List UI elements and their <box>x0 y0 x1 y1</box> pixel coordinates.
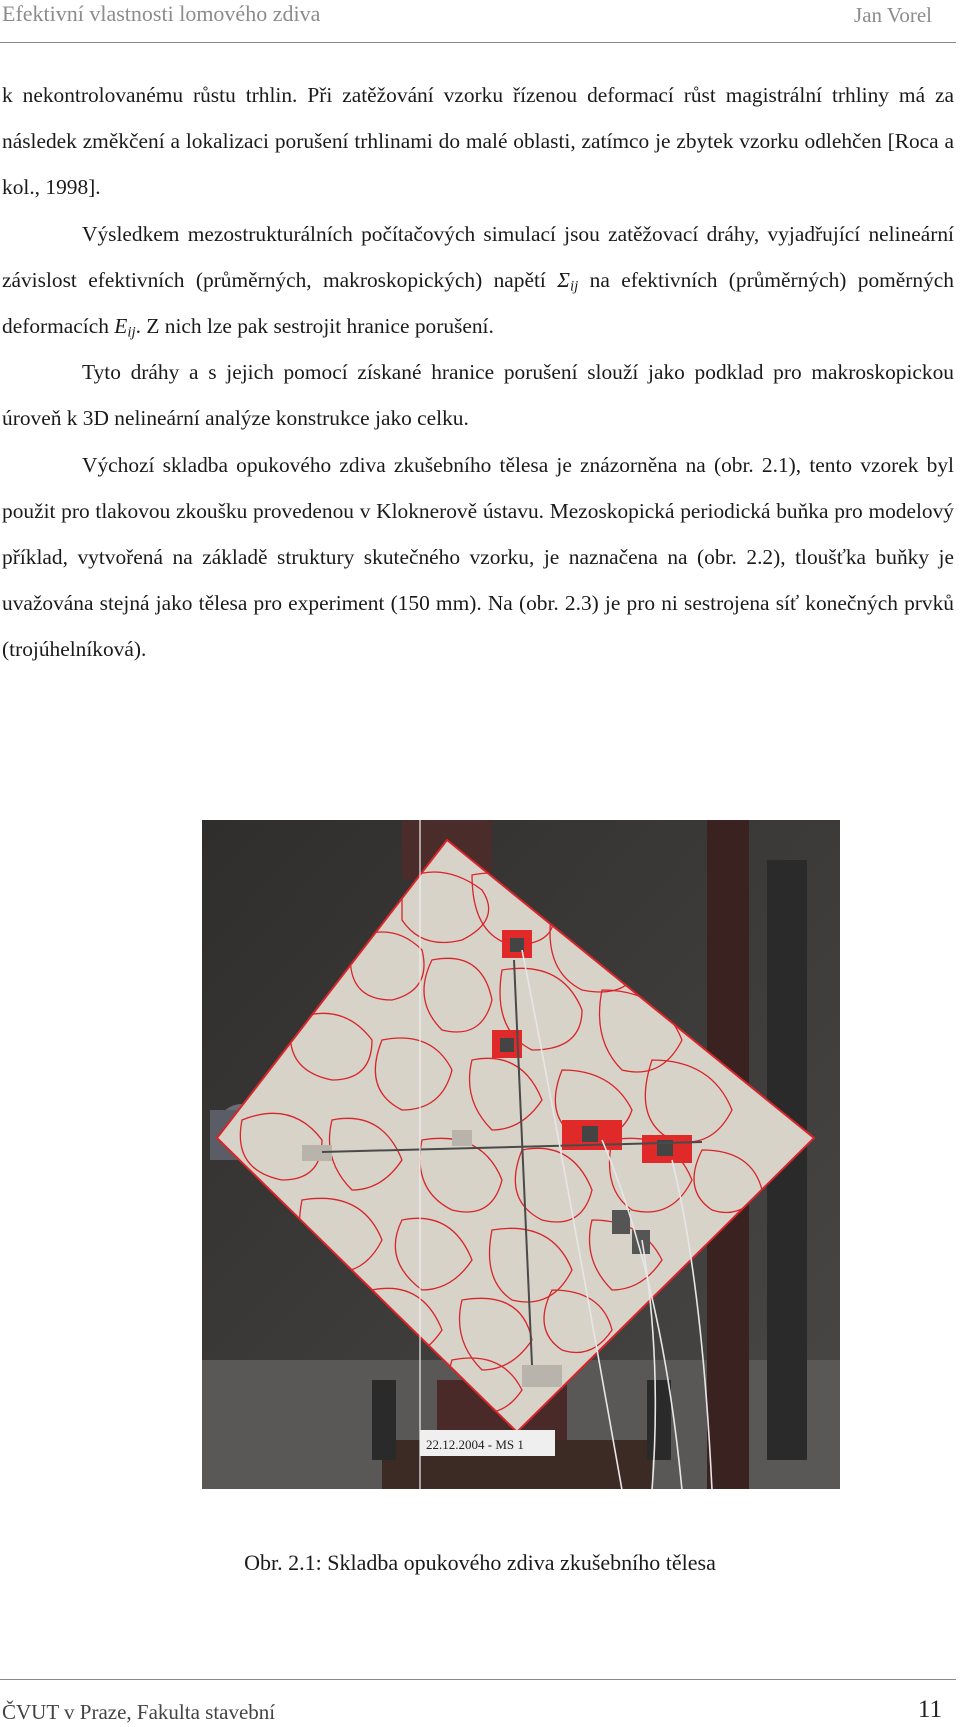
subscript-ij: ij <box>127 324 136 341</box>
gauge-sensor <box>510 938 524 952</box>
gauge-anchor <box>522 1365 562 1387</box>
paragraph-4: Výchozí skladba opukového zdiva zkušebního tělesa je znázorněna na (obr. 2.1), tento vzorek byl použit pro tlakovou zkoušku provedenou v Kloknerově ústavu. Mezoskopická periodická buňka pro modelový příklad, vytvořená na základě struktury skutečného vzorku, je naznačena na (obr. 2.2), tloušťka buňky je uvažována stejná jako tělesa pro experiment (150 mm). Na (obr. 2.3) je pro ni sestrojena síť konečných prvků (trojúhelníková). <box>2 452 954 662</box>
page-number: 11 <box>917 1696 942 1723</box>
body-text <box>2 72 954 673</box>
symbol-e: E <box>114 314 128 339</box>
running-author: Jan Vorel <box>854 3 932 27</box>
subscript-ij: ij <box>569 278 579 295</box>
date-label: 22.12.2004 - MS 1 <box>426 1437 524 1452</box>
figure-caption: Obr. 2.1: Skladba opukového zdiva zkušebního tělesa <box>244 1550 716 1575</box>
gauge-anchor <box>302 1145 332 1161</box>
figure-photo <box>202 820 840 1489</box>
page-footer <box>0 1679 956 1727</box>
paragraph-1: k nekontrolovanému růstu trhlin. Při zatěžování vzorku řízenou deformací růst magistrální trhliny má za následek změkčení a lokalizaci porušení trhlinami do malé oblasti, zatímco je zbytek vzorku odlehčen [Roca a kol., 1998]. <box>2 83 954 200</box>
paragraph-2-text-a: Výsledkem mezostrukturálních počítačových simulací jsou zatěžovací dráhy, vyjadřující nelineární závislost efektivních (průměrných, makroskopických) napětí <box>2 221 954 292</box>
running-title: Efektivní vlastnosti lomového zdiva <box>2 1 321 26</box>
paragraph-3: Tyto dráhy a s jejich pomocí získané hranice porušení slouží jako podklad pro makroskopickou úroveň k 3D nelineární analýze konstrukce jako celku. <box>2 360 954 431</box>
footer-institution: ČVUT v Praze, Fakulta stavební <box>2 1700 276 1724</box>
paragraph-2 <box>2 211 954 350</box>
paragraph-2-text-b: na efektivních (průměrných) poměrných deformacích <box>2 267 954 339</box>
paragraph-2-text-c: . Z nich lze pak sestrojit hranice porušení. <box>135 314 494 339</box>
gauge-anchor <box>452 1130 472 1146</box>
gauge-sensor <box>582 1126 598 1142</box>
bolt-left <box>372 1380 396 1460</box>
bolt-right <box>647 1380 671 1460</box>
symbol-sigma: Σ <box>557 267 570 292</box>
gauge-sensor <box>500 1038 514 1052</box>
page-header <box>0 0 956 43</box>
specimen-photo-illustration <box>202 820 840 1489</box>
gauge-sensor <box>612 1210 630 1234</box>
